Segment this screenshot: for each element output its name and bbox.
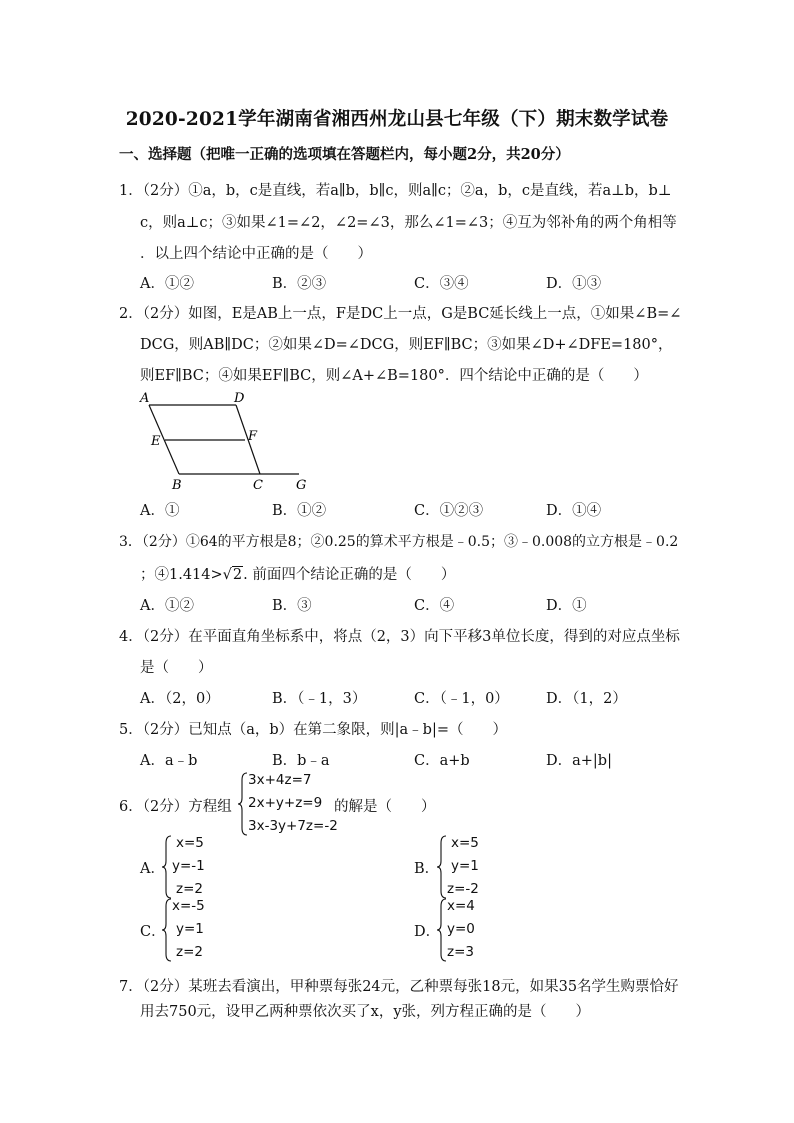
q7-line-2: 用去750元，设甲乙两种票依次买了x，y张，列方程正确的是（ ） (140, 1004, 591, 1020)
option-d-x: x=4 (447, 898, 475, 914)
q5-option-c: C．a+b (414, 753, 470, 769)
sqrt-expression: √2 (222, 567, 243, 583)
q3-option-a: A．①② (140, 598, 194, 614)
q2-option-d: D．①④ (546, 503, 602, 519)
q6-option-a-label: A． (140, 861, 165, 877)
q2-option-c: C．①②③ (414, 503, 484, 519)
option-d-y: y=0 (447, 921, 475, 937)
brace-icon (238, 772, 248, 836)
system-eq-1: 3x+4z=7 (248, 772, 312, 788)
q1-option-b: B．②③ (272, 276, 327, 292)
option-c-y: y=1 (176, 921, 204, 937)
label-f: F (248, 429, 258, 444)
brace-icon (162, 835, 172, 899)
brace-icon (437, 898, 447, 962)
q3-line-2-end: . 前面四个结论正确的是（ ） (243, 567, 456, 583)
exam-title: 2020-2021学年湖南省湘西州龙山县七年级（下）期末数学试卷 (125, 109, 669, 130)
option-c-z: z=2 (176, 944, 203, 960)
q3-option-c: C．④ (414, 598, 455, 614)
q3-option-d: D．① (546, 598, 587, 614)
q6-suffix: 的解是（ ） (334, 799, 436, 815)
label-a: A (140, 391, 150, 406)
option-c-x: x=-5 (172, 898, 205, 914)
q3-option-b: B．③ (272, 598, 312, 614)
q4-option-a: A．（2，0） (140, 691, 220, 707)
q4-line-2: 是（ ） (140, 660, 213, 676)
option-b-z: z=-2 (447, 881, 479, 897)
brace-icon (437, 835, 447, 899)
label-c: C (253, 478, 263, 492)
option-a-y: y=-1 (172, 858, 205, 874)
q1-line-1: 1．（2分）①a，b，c是直线，若a∥b，b∥c，则a∥c；②a，b，c是直线，若a⊥b，b⊥ (119, 183, 672, 199)
option-b-x: x=5 (451, 835, 479, 851)
q5-option-d: D．a+|b| (546, 753, 612, 769)
q2-option-b: B．①② (272, 503, 327, 519)
q3-line-1: 3．（2分）①64的平方根是8；②0.25的算术平方根是﹣0.5；③﹣0.008的立方根是﹣0.2 (119, 534, 679, 550)
q1-line-3: ．以上四个结论中正确的是（ ） (140, 246, 372, 262)
label-d: D (234, 391, 245, 406)
option-a-x: x=5 (176, 835, 204, 851)
system-eq-3: 3x-3y+7z=-2 (248, 818, 338, 834)
q2-line-3: 则EF∥BC；④如果EF∥BC，则∠A+∠B=180°．四个结论中正确的是（ ） (140, 368, 648, 384)
q1-option-c: C．③④ (414, 276, 469, 292)
q6-option-d-label: D． (414, 924, 441, 940)
q3-line-2 (140, 563, 455, 584)
q4-option-b: B．（﹣1，3） (272, 691, 367, 707)
q5-line-1: 5．（2分）已知点（a，b）在第二象限，则|a﹣b|=（ ） (119, 722, 507, 738)
q5-option-a: A．a﹣b (140, 753, 198, 769)
q1-option-d: D．①③ (546, 276, 602, 292)
q4-line-1: 4．（2分）在平面直角坐标系中，将点（2，3）向下平移3单位长度，得到的对应点坐标 (119, 629, 680, 645)
q7-line-1: 7．（2分）某班去看演出，甲种票每张24元，乙种票每张18元，如果35名学生购票恰好 (119, 979, 679, 995)
q6-option-b-label: B． (414, 861, 440, 877)
option-a-z: z=2 (176, 881, 203, 897)
label-e: E (151, 434, 161, 449)
q1-line-2: c，则a⊥c；③如果∠1=∠2，∠2=∠3，那么∠1=∠3；④互为邻补角的两个角相等 (140, 215, 677, 231)
system-eq-2: 2x+y+z=9 (248, 795, 323, 811)
q6-prefix: 6．（2分）方程组 (119, 799, 232, 815)
option-b-y: y=1 (451, 858, 479, 874)
q2-figure (135, 388, 325, 492)
q5-option-b: B．b﹣a (272, 753, 330, 769)
q4-option-d: D．（1，2） (546, 691, 627, 707)
option-d-z: z=3 (447, 944, 474, 960)
q6-option-c-label: C． (140, 924, 166, 940)
section-heading: 一、选择题（把唯一正确的选项填在答题栏内，每小题2分，共20分） (119, 146, 570, 163)
q3-line-2-start: ；④1.414> (140, 567, 223, 583)
label-g: G (296, 478, 307, 492)
q1-option-a: A．①② (140, 276, 194, 292)
label-b: B (172, 478, 182, 492)
sqrt-radicand: 2 (232, 567, 243, 583)
q2-line-1: 2．（2分）如图，E是AB上一点，F是DC上一点，G是BC延长线上一点，①如果∠B=∠ (119, 306, 682, 322)
q4-option-c: C．（﹣1，0） (414, 691, 509, 707)
q2-line-2: DCG，则AB∥DC；②如果∠D=∠DCG，则EF∥BC；③如果∠D+∠DFE=180°， (140, 337, 673, 353)
brace-icon (162, 898, 172, 962)
q2-option-a: A．① (140, 503, 180, 519)
